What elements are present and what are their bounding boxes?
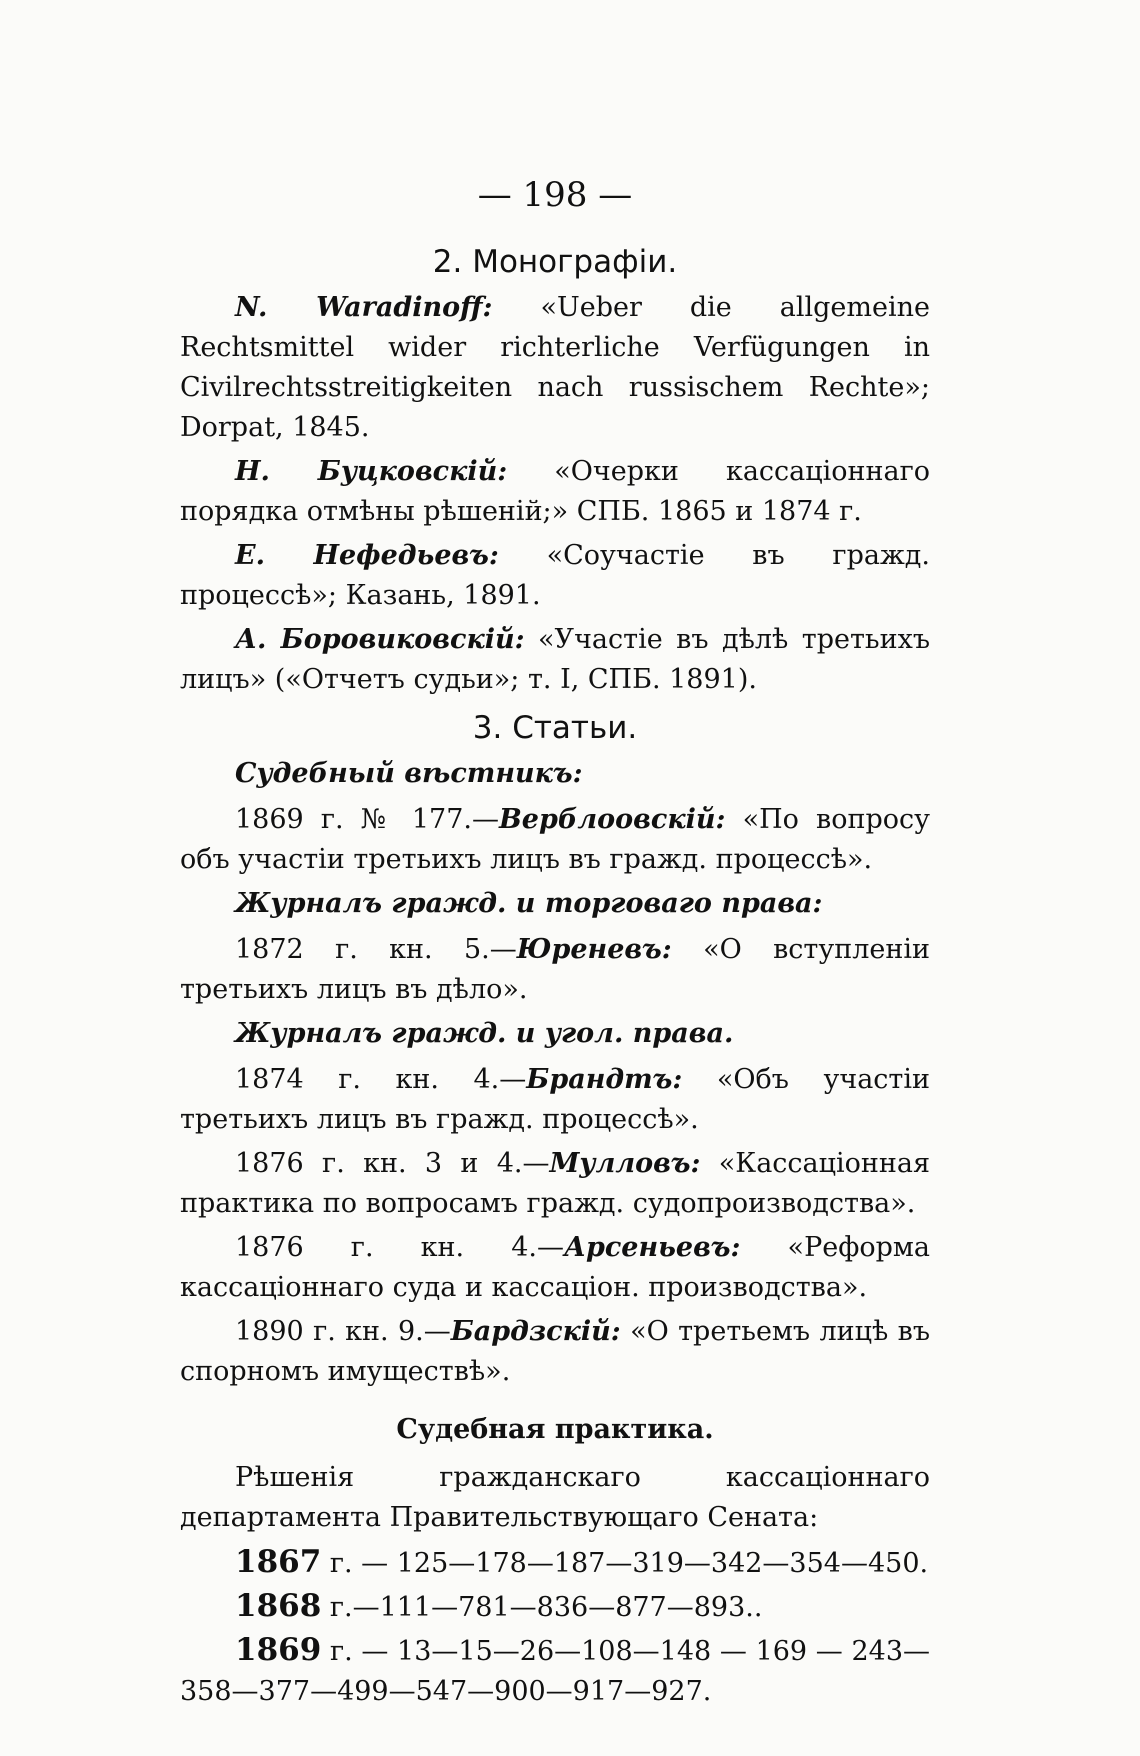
article-author: Мулловъ:	[549, 1148, 701, 1179]
entry-author: Е. Нефедьевъ:	[235, 540, 499, 571]
decision-year-row	[180, 1586, 930, 1628]
section-heading-practice: Судебная практика.	[396, 1414, 714, 1445]
decision-year: 1869	[235, 1632, 322, 1668]
page-body	[180, 170, 930, 1714]
practice-intro: Рѣшенія гражданскаго кассаціоннаго департамента Правительствующаго Сената:	[180, 1462, 930, 1533]
decision-numbers: г.—111—781—836—877—893..	[321, 1592, 763, 1623]
article-issue: 1874 г. кн. 4.—	[235, 1064, 527, 1095]
article-text: «Кассаціонная практика по вопросамъ гражд. судопроизводства».	[180, 1148, 931, 1219]
article-issue: 1876 г. кн. 3 и 4.—	[235, 1148, 550, 1179]
entry-text: «Соучастіе въ гражд. процессѣ»; Казань, 1891.	[180, 540, 930, 611]
decision-list	[180, 1542, 930, 1712]
article-entry	[180, 1312, 930, 1392]
decision-numbers: г. — 13—15—26—108—148 — 169 — 243—358—377—499—547—900—917—927.	[180, 1636, 930, 1707]
article-text: «Объ участіи третьихъ лицъ въ гражд. процессѣ».	[180, 1064, 930, 1135]
article-author: Юреневъ:	[516, 934, 672, 965]
article-author: Арсеньевъ:	[563, 1232, 741, 1263]
journal-title: Журналъ гражд. и торговаго права:	[235, 888, 823, 919]
bibliography-entry	[180, 288, 930, 448]
article-issue: 1869 г. № 177.—	[235, 804, 499, 835]
article-entry	[180, 1060, 930, 1140]
decision-year-row	[180, 1630, 930, 1712]
bibliography-entry	[180, 452, 930, 532]
decision-numbers: г. — 125—178—187—319—342—354—450.	[321, 1548, 929, 1579]
journal-title: Судебный вѣстникъ:	[235, 758, 583, 789]
bibliography-entry	[180, 536, 930, 616]
bibliography-entry	[180, 620, 930, 700]
article-text: «По вопросу объ участіи третьихъ лицъ въ гражд. процессѣ».	[180, 804, 930, 875]
entry-text: «Участіе въ дѣлѣ третьихъ лицъ» («Отчетъ судьи»; т. I, СПБ. 1891).	[180, 624, 931, 695]
page-number: — 198 —	[477, 175, 633, 215]
article-issue: 1872 г. кн. 5.—	[235, 934, 517, 965]
article-entry	[180, 930, 930, 1010]
entry-author: А. Боровиковскій:	[235, 624, 525, 655]
entry-author: Н. Буцковскій:	[235, 456, 508, 487]
article-author: Верблоовскій:	[498, 804, 726, 835]
article-author: Брандтъ:	[526, 1064, 683, 1095]
entry-text: «Ueber die allgemeine Rechtsmittel wider richterliche Verfügungen in Civilrechtsstreitigkeiten nach russischem Rechte»; Dorpat, 1845.	[180, 292, 930, 443]
decision-year-row	[180, 1542, 930, 1584]
article-issue: 1876 г. кн. 4.—	[235, 1232, 564, 1263]
section-heading-monographs: 2. Монографіи.	[432, 244, 678, 280]
decision-year: 1867	[235, 1544, 322, 1580]
article-entry	[180, 1228, 930, 1308]
section-heading-articles: 3. Статьи.	[472, 710, 638, 746]
entry-text: «Очерки кассаціоннаго порядка отмѣны рѣшеній;» СПБ. 1865 и 1874 г.	[180, 456, 930, 527]
article-entry	[180, 1144, 930, 1224]
article-author: Бардзскій:	[450, 1316, 621, 1347]
article-text: «О третьемъ лицѣ въ спорномъ имуществѣ».	[180, 1316, 930, 1387]
article-text: «Реформа кассаціоннаго суда и кассаціон. производства».	[180, 1232, 930, 1303]
article-issue: 1890 г. кн. 9.—	[235, 1316, 451, 1347]
journal-title: Журналъ гражд. и угол. права.	[235, 1018, 734, 1049]
decision-year: 1868	[235, 1588, 322, 1624]
entry-author: N. Waradinoff:	[235, 292, 493, 323]
article-text: «О вступленіи третьихъ лицъ въ дѣло».	[180, 934, 931, 1005]
article-entry	[180, 800, 930, 880]
